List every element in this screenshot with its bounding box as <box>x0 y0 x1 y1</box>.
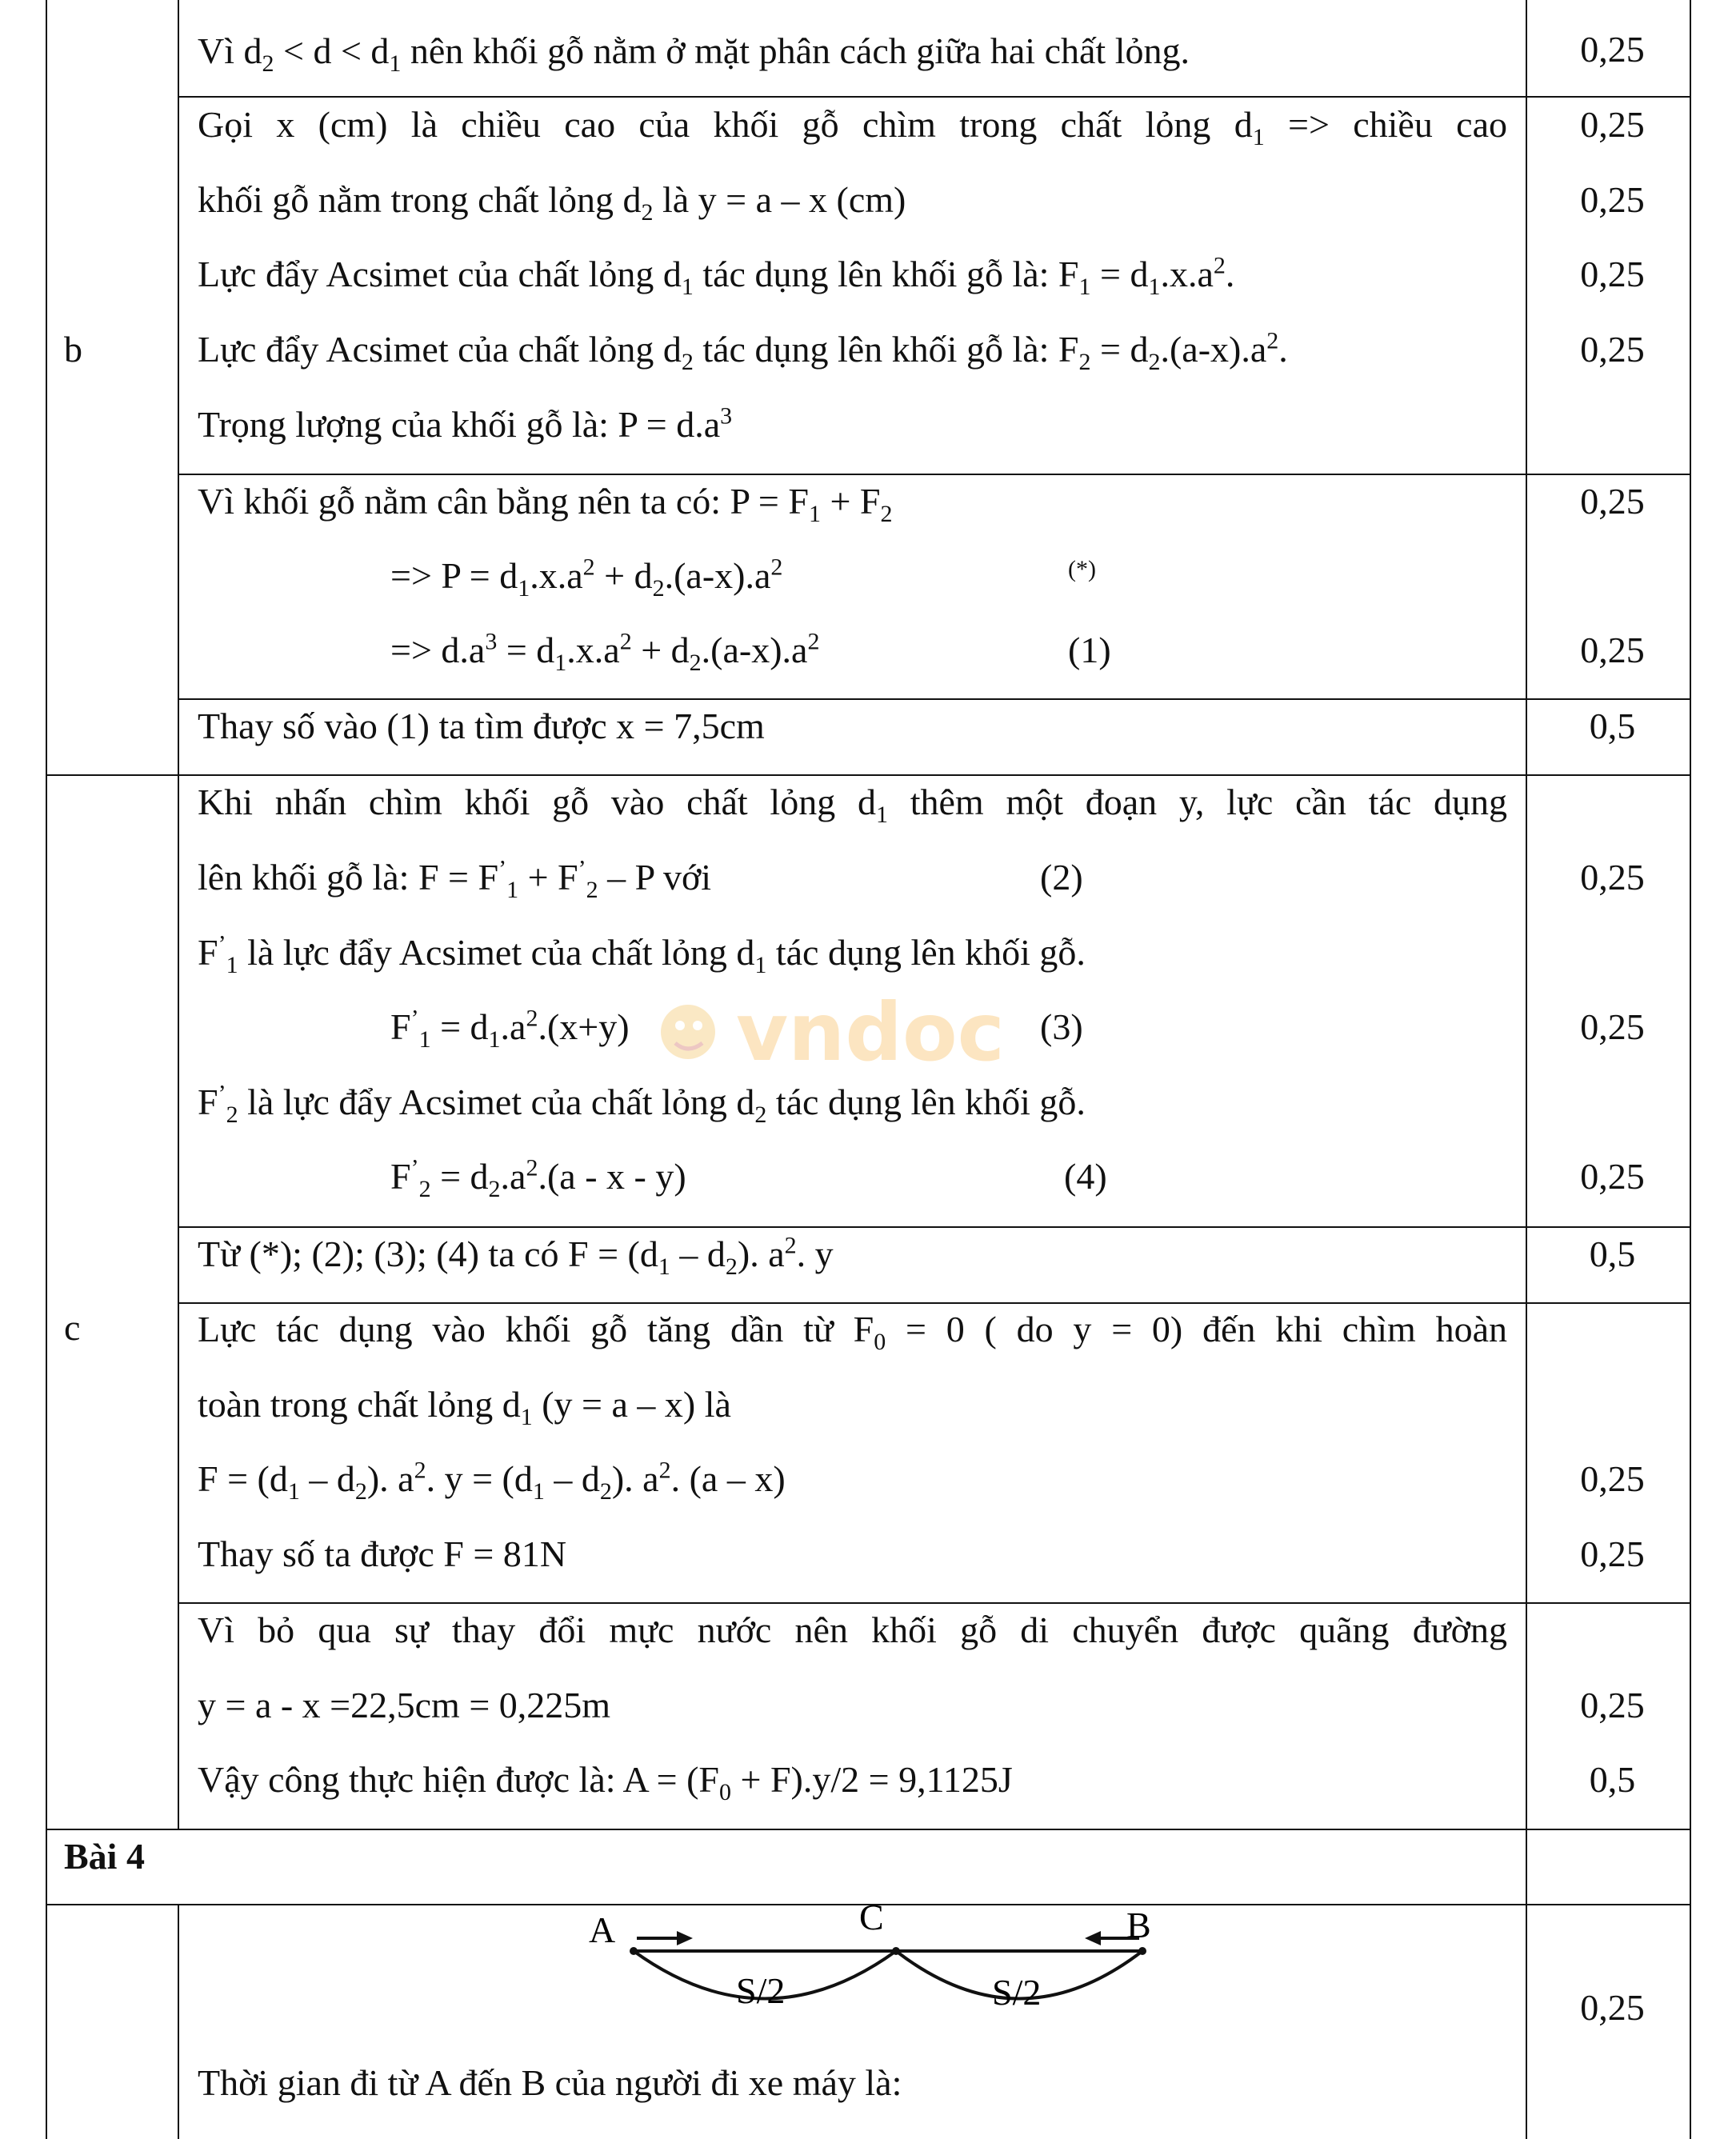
b-row3-tag-1: (1) <box>1068 630 1111 670</box>
c-row4-line1: Vì bỏ qua sự thay đổi mực nước nên khối gỗ di chuyển được quãng đường <box>198 1609 1507 1650</box>
route-diagram <box>560 1902 1216 2030</box>
b-row2-line3: Lực đẩy Acsimet của chất lỏng $d_1$ tác dụng lên khối gỗ là: $F_1 = d_1.x.a^2$. <box>198 252 1235 301</box>
c-row1-line2: lên khối gỗ là: $F = F^’_1 + F^’_2 - P$ với <box>198 855 712 904</box>
b-row2-line2: khối gỗ nằm trong chất lỏng $d_2$ là y = a – x (cm) <box>198 179 906 226</box>
label-c: C <box>859 1902 884 1937</box>
c-row3-line1: Lực tác dụng vào khối gỗ tăng dần từ $F_0 = 0$ ( do y = 0) đến khi chìm hoàn <box>198 1309 1507 1356</box>
svg-text:vndoc: vndoc <box>736 986 1005 1079</box>
c-row3-line4: Thay số ta được F = 81N <box>198 1533 567 1574</box>
column-divider-label-lower <box>178 1904 179 2139</box>
score: 0,25 <box>1580 1533 1645 1574</box>
score: 0,5 <box>1589 706 1636 746</box>
b-row2-line1: Gọi x (cm) là chiều cao của khối gỗ chìm trong chất lỏng $d_1$ => chiều cao <box>198 104 1507 151</box>
c-row1-tag-3: (3) <box>1040 1006 1083 1047</box>
c-row2-text: Từ (*); (2); (3); (4) ta có $F = (d_1 - d_2)$. $a^2$. y <box>198 1232 834 1281</box>
score: 0,25 <box>1580 254 1645 294</box>
row-divider <box>178 1226 1691 1228</box>
row-divider <box>178 698 1691 700</box>
row-divider <box>178 96 1691 98</box>
label-b: B <box>1126 1905 1151 1945</box>
b-row1-text: Vì $d_2 < d < d_1$ nên khối gỗ nằm ở mặt phân cách giữa hai chất lỏng. <box>198 30 1190 78</box>
score: 0,25 <box>1580 857 1645 898</box>
label-half-2: S/2 <box>992 1972 1042 2013</box>
score: 0,25 <box>1580 481 1645 522</box>
c-row4-line2: y = a - x =22,5cm = 0,225m <box>198 1685 611 1725</box>
vndoc-watermark-logo <box>640 984 1088 1088</box>
score: 0,25 <box>1580 29 1645 70</box>
bai4-text: Thời gian đi từ A đến B của người đi xe máy là: <box>198 2062 902 2103</box>
table-border-right <box>1690 0 1691 2139</box>
score: 0,25 <box>1580 1987 1645 2028</box>
c-row1-line3: $F^’_1$ là lực đẩy Acsimet của chất lỏng $d_1$ tác dụng lên khối gỗ. <box>198 930 1086 979</box>
score: 0,25 <box>1580 1458 1645 1499</box>
c-row4-line3: Vậy công thực hiện được là: $A = (F_0 + F).y/2 = 9,1125J$ <box>198 1759 1013 1806</box>
label-half-1: S/2 <box>736 1970 786 2011</box>
b-row3-line2: => $P = d_1.x.a^2 + d_2.(a-x).a^2$ <box>390 554 783 602</box>
c-row1-tag-4: (4) <box>1064 1156 1107 1197</box>
b-row2-line5: Trọng lượng của khối gỗ là: $P = d.a^3$ <box>198 402 733 445</box>
score: 0,5 <box>1589 1233 1636 1274</box>
score: 0,25 <box>1580 104 1645 145</box>
section-divider <box>46 1829 1691 1830</box>
score: 0,25 <box>1580 179 1645 220</box>
c-row1-tag-2: (2) <box>1040 857 1083 898</box>
section-title-bai4: Bài 4 <box>64 1836 145 1877</box>
score: 0,5 <box>1589 1759 1636 1800</box>
b-row3-line3: => $d.a^3 = d_1.x.a^2 + d_2.(a-x).a^2$ <box>390 628 820 677</box>
part-label-c: c <box>64 1307 81 1348</box>
b-row2-line4: Lực đẩy Acsimet của chất lỏng $d_2$ tác dụng lên khối gỗ là: $F_2 = d_2.(a-x).a^2$. <box>198 327 1288 376</box>
table-border-left <box>46 0 47 2139</box>
part-label-b: b <box>64 329 82 370</box>
c-row1-line1: Khi nhấn chìm khối gỗ vào chất lỏng $d_1$ thêm một đoạn y, lực cần tác dụng <box>198 782 1507 829</box>
column-divider-label <box>178 0 179 1829</box>
c-row3-line3: $F = (d_1 - d_2)$. $a^2$. $y = (d_1 - d_2)$. $a^2$. (a – x) <box>198 1457 786 1505</box>
c-row1-line6: $F^’_2 = d_2.a^2.(a - x - y)$ <box>390 1154 686 1203</box>
score: 0,25 <box>1580 1006 1645 1047</box>
row-divider <box>178 1302 1691 1304</box>
score: 0,25 <box>1580 1156 1645 1197</box>
b-row3-line1: Vì khối gỗ nằm cân bằng nên ta có: $P = F_1 + F_2$ <box>198 481 893 528</box>
b-row3-tag-star: (*) <box>1068 556 1096 582</box>
c-row1-line5: $F^’_2$ là lực đẩy Acsimet của chất lỏng $d_2$ tác dụng lên khối gỗ. <box>198 1080 1086 1129</box>
score: 0,25 <box>1580 1685 1645 1725</box>
row-divider <box>178 474 1691 475</box>
arrow-left-head-icon <box>1085 1931 1101 1945</box>
label-a: A <box>589 1909 616 1950</box>
c-row3-line2: toàn trong chất lỏng $d_1$ (y = a – x) là <box>198 1384 731 1431</box>
c-row1-line4: $F^’_1 = d_1.a^2.(x+y)$ <box>390 1005 630 1054</box>
score: 0,25 <box>1580 630 1645 670</box>
score: 0,25 <box>1580 329 1645 370</box>
row-divider <box>178 1602 1691 1604</box>
column-divider-score <box>1526 0 1527 2139</box>
arrow-right-head-icon <box>677 1931 693 1945</box>
section-divider <box>46 774 1691 776</box>
b-row4-text: Thay số vào (1) ta tìm được x = 7,5cm <box>198 706 765 746</box>
